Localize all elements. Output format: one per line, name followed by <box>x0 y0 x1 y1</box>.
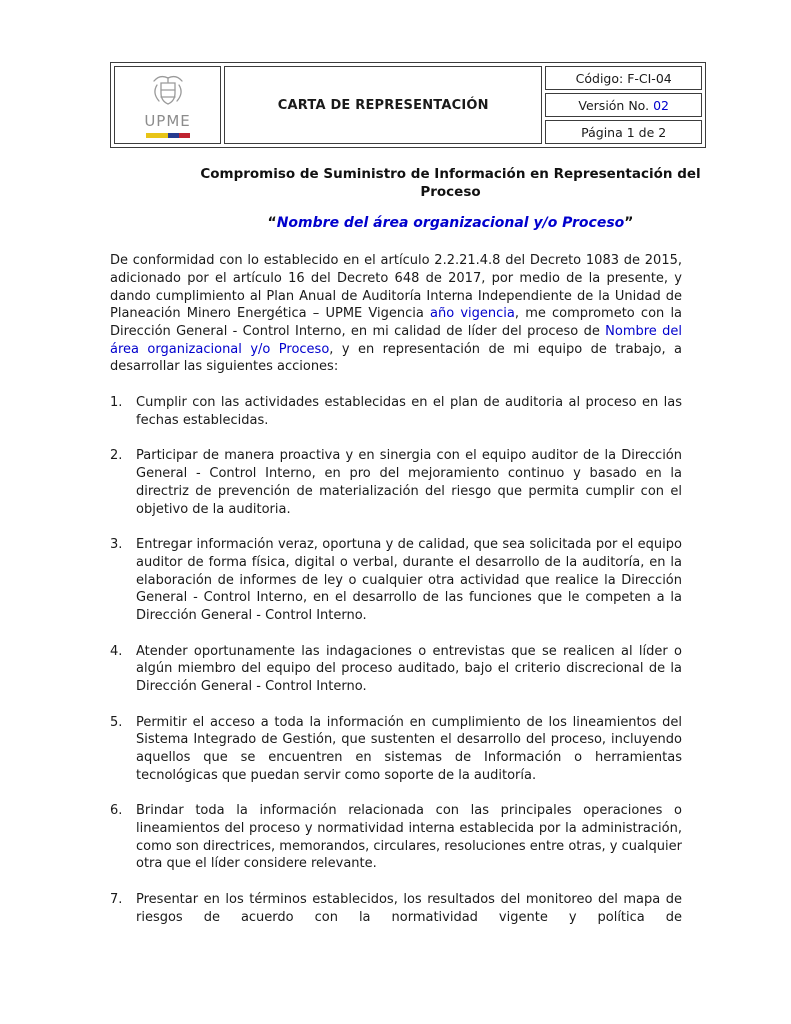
list-item-number: 6. <box>110 803 123 819</box>
document-title: Compromiso de Suministro de Información en Representación del Proceso <box>200 166 701 201</box>
list-item-text: Permitir el acceso a toda la información en cumplimiento de los lineamientos del Sistema Integrado de Gestión, que sustenten el desarrollo del proceso, incluyendo aquellos que se encuentren en sistemas de Información o herramientas tecnológicas que puedan servir como soporte de la auditoría. <box>136 714 682 783</box>
list-item-6 <box>110 802 682 873</box>
meta-version-value: 02 <box>653 97 669 113</box>
list-item-7 <box>110 891 682 926</box>
list-item-number: 5. <box>110 714 123 730</box>
intro-segment: De conformidad con lo establecido en el artículo 2.2.21.4.8 del Decreto 1083 de 2015, adicionado por el artículo 16 del Decreto 648 de 2017, por medio de la presente, y dando cumplimiento al Plan Anual de Auditoría Interna Independiente de la Unidad de Planeación Minero Energética – UPME Vigencia <box>110 253 682 322</box>
list-item-text: Atender oportunamente las indagaciones o entrevistas que se realicen al líder o algún miembro del equipo del proceso auditado, bajo el criterio discrecional de la Dirección General - Control Interno. <box>136 643 682 694</box>
subtitle-process-name: Nombre del área organizacional y/o Proceso <box>276 215 625 232</box>
intro-segment: , me comprometo con la Dirección General - Control Interno, en mi calidad de líder del proceso de <box>110 306 683 340</box>
meta-version <box>545 93 702 117</box>
list-item-4 <box>110 643 682 696</box>
logo-org-name: UPME <box>144 112 191 131</box>
list-item-number: 4. <box>110 643 123 659</box>
list-item-number: 2. <box>110 448 123 464</box>
list-item-text: Cumplir con las actividades establecidas en el plan de auditoria al proceso en las fechas establecidas. <box>136 395 682 428</box>
meta-version-label: Versión No. <box>578 97 654 113</box>
upme-logo <box>144 72 190 138</box>
document-body <box>110 252 682 926</box>
form-title: CARTA DE REPRESENTACIÓN <box>224 66 542 144</box>
intro-paragraph <box>110 252 682 376</box>
list-item-text: Brindar toda la información relacionada con las principales operaciones o lineamientos del proceso y normatividad interna establecida por la administración, como son directrices, memorandos, circulares, resoluciones entre otras, y cualquier otra que el líder considere relevante. <box>136 803 682 872</box>
list-item-text: Presentar en los términos establecidos, los resultados del monitoreo del mapa de riesgos de acuerdo con la normatividad vigente y política de <box>136 891 682 925</box>
commitment-list <box>110 394 682 926</box>
list-item-1 <box>110 394 682 429</box>
intro-placeholder-ano-vigencia: año vigencia <box>430 306 515 322</box>
colombia-flag-bar <box>146 133 190 138</box>
list-item-number: 3. <box>110 537 123 553</box>
list-item-3 <box>110 536 682 624</box>
list-item-number: 7. <box>110 891 123 907</box>
intro-segment: , y en representación de mi equipo de trabajo, a desarrollar las siguientes acciones: <box>110 341 682 375</box>
meta-pagina: Página 1 de 2 <box>545 120 702 144</box>
subtitle-open-quote: “ <box>267 215 277 232</box>
list-item-number: 1. <box>110 395 123 411</box>
meta-codigo: Código: F-CI-04 <box>545 66 702 90</box>
logo-cell <box>114 66 221 144</box>
subtitle-close-quote: ” <box>624 215 634 232</box>
intro-placeholder-nombre-proceso: Nombre del área organizacional y/o Proceso <box>110 324 682 357</box>
list-item-text: Participar de manera proactiva y en sinergia con el equipo auditor de la Dirección General - Control Interno, en pro del mejoramiento continuo y basado en la directriz de prevención de materialización del riesgo que permita cumplir con el objetivo de la auditoria. <box>136 448 682 517</box>
list-item-5 <box>110 714 682 785</box>
list-item-text: Entregar información veraz, oportuna y de calidad, que sea solicitada por el equipo auditor de forma física, digital o verbal, durante el desarrollo de la auditoría, en la elaboración de informes de ley o cualquier otra actividad que realice la Dirección General - Control Interno, en el desarrollo de las funciones que le competen a la Dirección General - Control Interno. <box>136 537 682 623</box>
document-subtitle <box>110 215 791 231</box>
list-item-2 <box>110 447 682 518</box>
colombia-coat-of-arms-icon <box>150 72 186 112</box>
form-header-table <box>110 62 706 148</box>
